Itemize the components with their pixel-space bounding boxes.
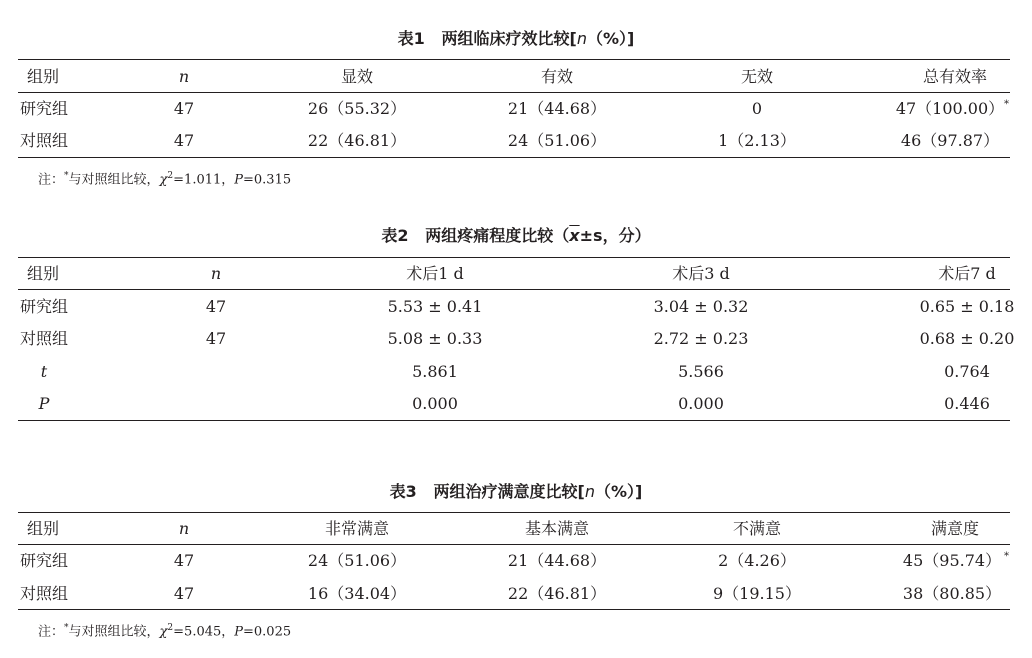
table1-note-pval: =0.315 [243,172,292,188]
table1-header-group: 组别 [27,67,60,86]
table2-top-rule [18,257,1010,258]
table1-note-mark: * [64,171,69,181]
table2-header-n: n [210,264,222,283]
table2-row2-day1: 5.08 ± 0.33 [387,329,483,348]
table1-header-n: n [178,67,190,86]
table3-row2-dissatisfied: 9（19.15） [713,584,801,603]
table2-p-day1: 0.000 [412,394,458,413]
table3-note-text: 与对照组比较， [68,624,160,640]
table2-row1-day3: 3.04 ± 0.32 [653,297,749,316]
table1-title-tail: （%）] [586,29,635,48]
table3-row2-n: 47 [173,584,195,603]
table1-row1-ineffective: 0 [751,99,763,118]
table3-row2-group: 对照组 [20,584,69,603]
table2-row1-n: 47 [205,297,227,316]
table3-row2-basic: 22（46.81） [507,584,607,603]
table3-note-chi: χ [159,624,168,640]
table1-title-n: n [576,29,587,48]
table2-title: 两组疼痛程度比较（ [425,226,570,245]
table2-t-day1: 5.861 [412,362,458,381]
table3-caption [390,479,643,502]
table1-header-marked: 显效 [340,67,374,86]
table2-header-day7: 术后7 d [938,264,996,283]
table1-header-total: 总有效率 [922,67,988,86]
table2-p-day7: 0.446 [944,394,990,413]
table3-header-dissatisfied: 不满意 [732,519,782,538]
table2-row1-group: 研究组 [20,297,69,316]
table3-row1-mark: * [1004,551,1009,562]
table1-row2-n: 47 [173,131,195,150]
table3-note-stat: =5.045， [173,624,235,640]
table3-bottom-rule [18,609,1010,610]
table3-note-p: P [234,624,244,640]
table3-row2-satisfaction: 38（80.85） [902,584,1002,603]
table1-row2-total: 46（97.87） [900,131,1000,150]
table1-title: 两组临床疗效比较[ [441,29,577,48]
table3-title: 两组治疗满意度比较[ [433,482,585,501]
table1-bottom-rule [18,157,1010,158]
table3-row1-dissatisfied: 2（4.26） [718,551,796,570]
table1-header-ineffective: 无效 [740,67,774,86]
table2-p-label: P [38,394,50,413]
table3-row1-basic: 21（44.68） [507,551,607,570]
table2-row2-group: 对照组 [20,329,69,348]
table3-title-tail: （%）] [594,482,643,501]
table2-title-tail: ±s，分） [579,226,651,245]
table2-t-day3: 5.566 [678,362,724,381]
table3-note-prefix: 注： [38,624,65,640]
table1-note-stat: =1.011， [173,172,235,188]
table1-note-p: P [234,172,244,188]
table2-p-day3: 0.000 [678,394,724,413]
table1-header-rule [18,92,1010,93]
table1-row2-effective: 24（51.06） [507,131,607,150]
table2-t-day7: 0.764 [944,362,990,381]
table2-title-xbar: $\overline{x}$ [569,226,580,245]
table1-top-rule [18,59,1010,60]
table1-note-chi: χ [159,172,168,188]
table2-caption [381,223,650,246]
table2-number: 表2 [381,226,409,245]
table3-note [38,618,291,642]
table1-note [38,166,291,190]
table3-note-pval: =0.025 [243,624,292,640]
table3-header-very: 非常满意 [324,519,390,538]
table3-number: 表3 [389,482,417,501]
table1-header-effective: 有效 [540,67,574,86]
table1-row1-marked: 26（55.32） [307,99,407,118]
table1-row1-n: 47 [173,99,195,118]
table2-row1-day1: 5.53 ± 0.41 [387,297,483,316]
table2-header-rule [18,289,1010,290]
table1-row2-group: 对照组 [20,131,69,150]
table2-row2-n: 47 [205,329,227,348]
table1-caption [398,26,635,49]
table3-header-n: n [178,519,190,538]
table3-note-mark: * [64,623,69,633]
table1-row1-mark: * [1004,99,1009,110]
table2-bottom-rule [18,420,1010,421]
table1-row1-total: 47（100.00） [895,99,1005,118]
table2-header-day1: 术后1 d [406,264,464,283]
table2-header-group: 组别 [27,264,60,283]
table1-note-sup: 2 [167,171,174,181]
table3-row1-n: 47 [173,551,195,570]
table1-row1-effective: 21（44.68） [507,99,607,118]
table1-row1-group: 研究组 [20,99,69,118]
table3-header-rule [18,544,1010,545]
table1-note-text: 与对照组比较， [68,172,160,188]
table1-row2-marked: 22（46.81） [307,131,407,150]
table3-header-group: 组别 [27,519,60,538]
table3-row2-very: 16（34.04） [307,584,407,603]
table3-title-n: n [584,482,595,501]
table3-header-basic: 基本满意 [524,519,590,538]
table1-note-prefix: 注： [38,172,65,188]
table3-header-satisfaction: 满意度 [930,519,980,538]
table2-row2-day3: 2.72 ± 0.23 [653,329,749,348]
table1-row2-ineffective: 1（2.13） [718,131,796,150]
table2-row1-day7: 0.65 ± 0.18 [919,297,1015,316]
table2-header-day3: 术后3 d [672,264,730,283]
table3-row1-very: 24（51.06） [307,551,407,570]
table2-row2-day7: 0.68 ± 0.20 [919,329,1015,348]
table3-row1-satisfaction: 45（95.74） [902,551,1002,570]
table3-row1-group: 研究组 [20,551,69,570]
table3-note-sup: 2 [167,623,174,633]
table2-t-label: t [40,362,48,381]
table1-number: 表1 [397,29,425,48]
table3-top-rule [18,512,1010,513]
